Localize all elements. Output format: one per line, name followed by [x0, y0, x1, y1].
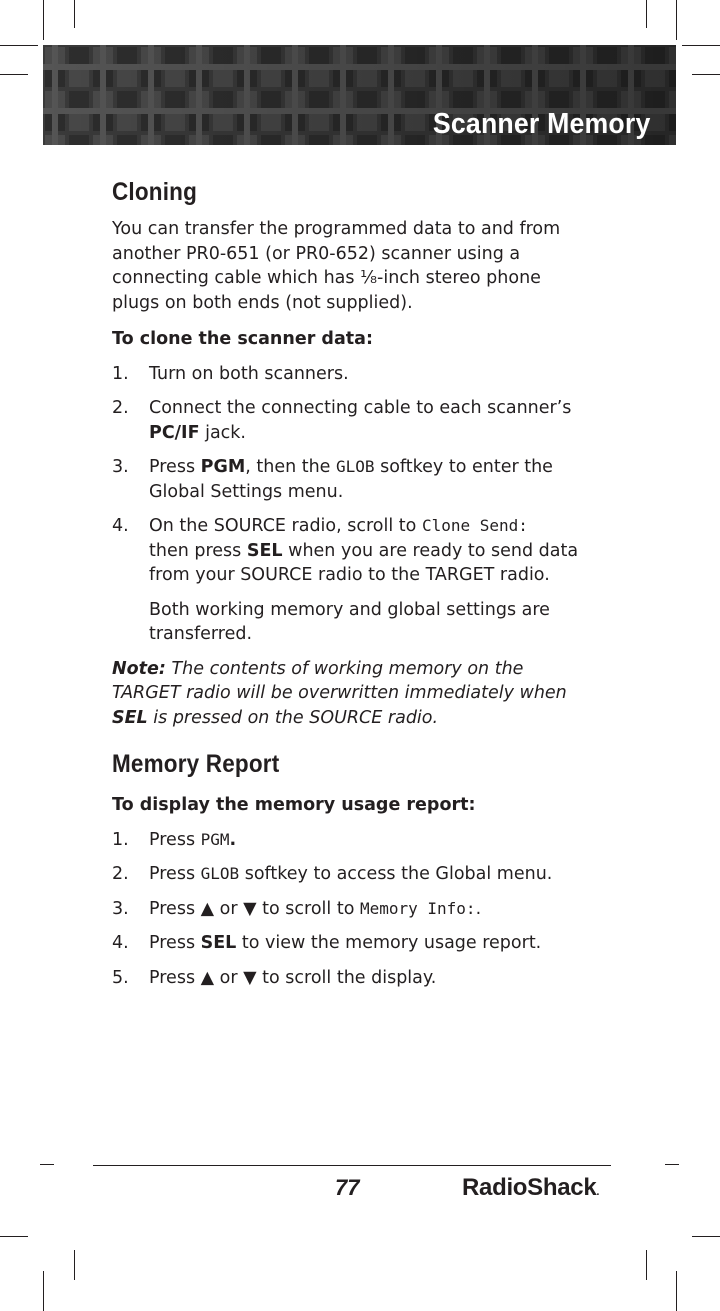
crop-mark	[682, 45, 720, 46]
crop-mark	[0, 45, 38, 46]
list-item: 2. Press GLOB softkey to access the Global menu.	[112, 864, 553, 884]
down-arrow-icon: ▼	[243, 967, 257, 988]
clone-extra-note: Both working memory and global settings are transferred.	[149, 599, 550, 644]
list-item: 4. Press SEL to view the memory usage report.	[112, 933, 542, 953]
crop-mark	[676, 1271, 677, 1311]
crop-mark	[0, 1236, 28, 1237]
cloning-intro: You can transfer the programmed data to and from another PR0-651 (or PR0-652) scanner using a connecting cable which has ¹⁄₈-inch stereo phone plugs on both ends (not supplied).	[112, 219, 561, 313]
list-item: 2. Connect the connecting cable to each scanner’s PC/IF jack.	[112, 398, 572, 443]
crop-mark	[43, 0, 44, 40]
crop-mark	[40, 1164, 54, 1165]
section-heading-cloning: Cloning	[112, 178, 197, 206]
list-item: 3. Press PGM, then the GLOB softkey to enter the Global Settings menu.	[112, 457, 553, 502]
page-title: Scanner Memory	[432, 108, 650, 140]
crop-mark	[692, 1236, 720, 1237]
up-arrow-icon: ▲	[200, 898, 215, 919]
page-number: 77	[335, 1175, 360, 1200]
list-item: 3. Press ▲ or ▼ to scroll to Memory Info:.	[112, 898, 482, 919]
up-arrow-icon: ▲	[200, 967, 215, 988]
clone-steps	[112, 362, 582, 588]
note-paragraph: Note: The contents of working memory on the TARGET radio will be overwritten immediately when SEL is pressed on the SOURCE radio.	[112, 658, 567, 728]
crop-mark	[43, 1271, 44, 1311]
crop-mark	[676, 0, 677, 40]
memory-steps	[112, 828, 582, 991]
crop-mark	[74, 1250, 75, 1280]
page-content	[112, 178, 582, 990]
crop-mark	[0, 74, 28, 75]
list-item: 1. Turn on both scanners.	[112, 363, 349, 384]
list-item: 1. Press PGM.	[112, 829, 237, 850]
down-arrow-icon: ▼	[243, 898, 257, 919]
list-item: 5. Press ▲ or ▼ to scroll the display.	[112, 967, 437, 988]
crop-mark	[646, 0, 647, 28]
brand-logo: RadioShack.	[462, 1174, 600, 1201]
section-heading-memory-report: Memory Report	[112, 750, 280, 778]
footer-divider	[93, 1165, 611, 1166]
list-item: 4. On the SOURCE radio, scroll to Clone Send: then press SEL when you are ready to send data from your SOURCE radio to the TARGET radio.	[112, 516, 579, 585]
crop-mark	[692, 74, 720, 75]
clone-subheading: To clone the scanner data:	[112, 329, 373, 349]
crop-mark	[665, 1164, 679, 1165]
memory-subheading: To display the memory usage report:	[112, 795, 476, 815]
crop-mark	[74, 0, 75, 28]
crop-mark	[646, 1250, 647, 1280]
